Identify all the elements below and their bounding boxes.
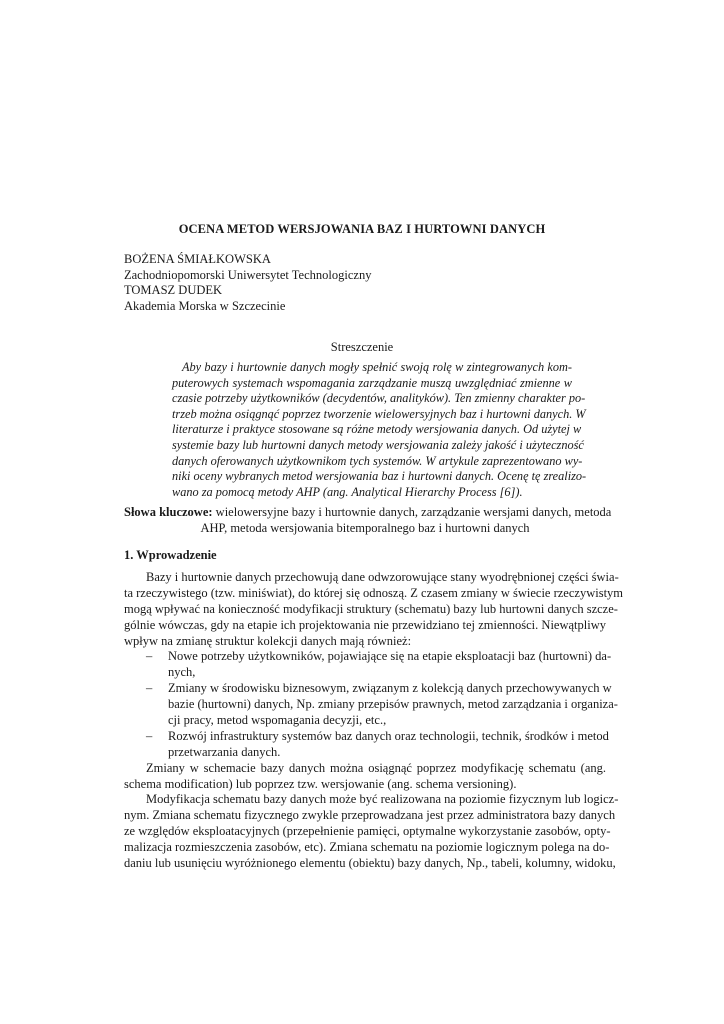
list-item-line: nych,	[168, 665, 196, 680]
author-block	[124, 252, 371, 314]
paragraph-line: gólnie wówczas, gdy na etapie ich projektowania nie przewidziano tej zmienności. Niewątpliwy	[124, 617, 606, 632]
list-item-line: bazie (hurtowni) danych, Np. zmiany przepisów prawnych, metod zarządzania i organiza-	[168, 697, 618, 712]
abstract-line: czasie potrzeby użytkowników (decydentów, analityków). Ten zmienny charakter po-	[172, 391, 586, 406]
abstract-line: systemie bazy lub hurtowni danych metody wersjowania zależy jakość i użyteczność	[172, 437, 584, 452]
abstract	[172, 360, 587, 500]
dash-bullet: –	[146, 681, 153, 696]
paragraph-line: Bazy i hurtownie danych przechowują dane odwzorowujące stany wyodrębnionej części świa-	[146, 570, 619, 584]
list-item-line: przetwarzania danych.	[168, 744, 281, 759]
dash-bullet: –	[146, 728, 153, 743]
list-item	[124, 649, 612, 681]
abstract-line: wano za pomocą metody AHP (ang. Analytical Hierarchy Process [6]).	[172, 484, 523, 499]
paragraph-line: schema modification) lub poprzez tzw. wersjowanie (ang. schema versioning).	[124, 776, 517, 791]
paragraph-line: mogą wpływać na konieczność modyfikacji struktury (schematu) bazy lub hurtowni danych szcze-	[124, 601, 618, 616]
paragraph-line: daniu lub usunięciu wyróżnionego elementu (obiektu) bazy danych, Np., tabeli, kolumny, widoku,	[124, 856, 616, 871]
author-name: BOŻENA ŚMIAŁKOWSKA	[124, 252, 271, 266]
paragraph-line: Zmiany w schemacie bazy danych można osiągnąć poprzez modyfikację schematu (ang.	[146, 760, 606, 775]
abstract-line: niki oceny wybranych metod wersjowania baz i hurtowni danych. Ocenę tę zrealizo-	[172, 469, 587, 484]
abstract-line: literaturze i praktyce stosowane są różne metody wersjowania danych. Od użytej w	[172, 422, 582, 437]
abstract-line: Aby bazy i hurtownie danych mogły spełnić swoją rolę w zintegrowanych kom-	[182, 360, 572, 374]
abstract-line: puterowych systemach wspomagania zarządzanie muszą uwzględniać zmienne w	[172, 375, 572, 390]
abstract-heading: Streszczenie	[330, 340, 394, 354]
author-affiliation: Akademia Morska w Szczecinie	[124, 298, 286, 313]
keywords-line: AHP, metoda wersjowania bitemporalnego baz i hurtowni danych	[200, 521, 530, 535]
keywords-label: Słowa kluczowe:	[124, 505, 213, 519]
list-item	[124, 681, 618, 729]
list-item-line: cji pracy, metod wspomagania decyzji, etc.,	[168, 713, 387, 728]
dash-bullet: –	[146, 649, 153, 664]
list-item-line: Nowe potrzeby użytkowników, pojawiające się na etapie eksploatacji baz (hurtowni) da-	[168, 649, 612, 664]
author-name: TOMASZ DUDEK	[124, 283, 223, 298]
list-item-line: Rozwój infrastruktury systemów baz danych oraz technologii, technik, środków i metod	[168, 728, 609, 743]
list-item-line: Zmiany w środowisku biznesowym, związanym z kolekcją danych przechowywanych w	[168, 681, 612, 696]
paragraph-line: Modyfikacja schematu bazy danych może być realizowana na poziomie fizycznym lub logicz-	[146, 792, 619, 807]
section-body	[124, 570, 624, 872]
paper-title: OCENA METOD WERSJOWANIA BAZ I HURTOWNI DANYCH	[178, 222, 546, 236]
paragraph-line: wpływ na zmianę struktur kolekcji danych mają również:	[124, 633, 412, 648]
abstract-line: danych oferowanych użytkownikom tych systemów. W artykule zaprezentowano wy-	[172, 453, 583, 468]
paragraph-line: nym. Zmiana schematu fizycznego zwykle przeprowadzana jest przez administratora bazy danych	[124, 808, 616, 823]
keywords	[124, 504, 612, 536]
paragraph-line: malizacja rozmieszczenia zasobów, etc). Zmiana schematu na poziomie logicznym polega na do-	[124, 840, 610, 855]
list-item	[124, 728, 609, 761]
author-affiliation: Zachodniopomorski Uniwersytet Technologiczny	[124, 267, 372, 282]
section-heading: 1. Wprowadzenie	[124, 548, 217, 562]
keywords-line	[124, 504, 612, 520]
abstract-line: trzeb można osiągnąć poprzez tworzenie wielowersyjnych baz i hurtowni danych. W	[172, 406, 586, 421]
paragraph-line: ta rzeczywistego (tzw. miniświat), do której się odnoszą. Z czasem zmiany w świecie rzeczywistym	[124, 585, 624, 600]
paragraph-line: ze względów eksploatacyjnych (przepełnienie pamięci, optymalne wykorzystanie zasobów, opty-	[124, 824, 611, 839]
keywords-text: wielowersyjne bazy i hurtownie danych, zarządzanie wersjami danych, metoda	[215, 505, 612, 519]
